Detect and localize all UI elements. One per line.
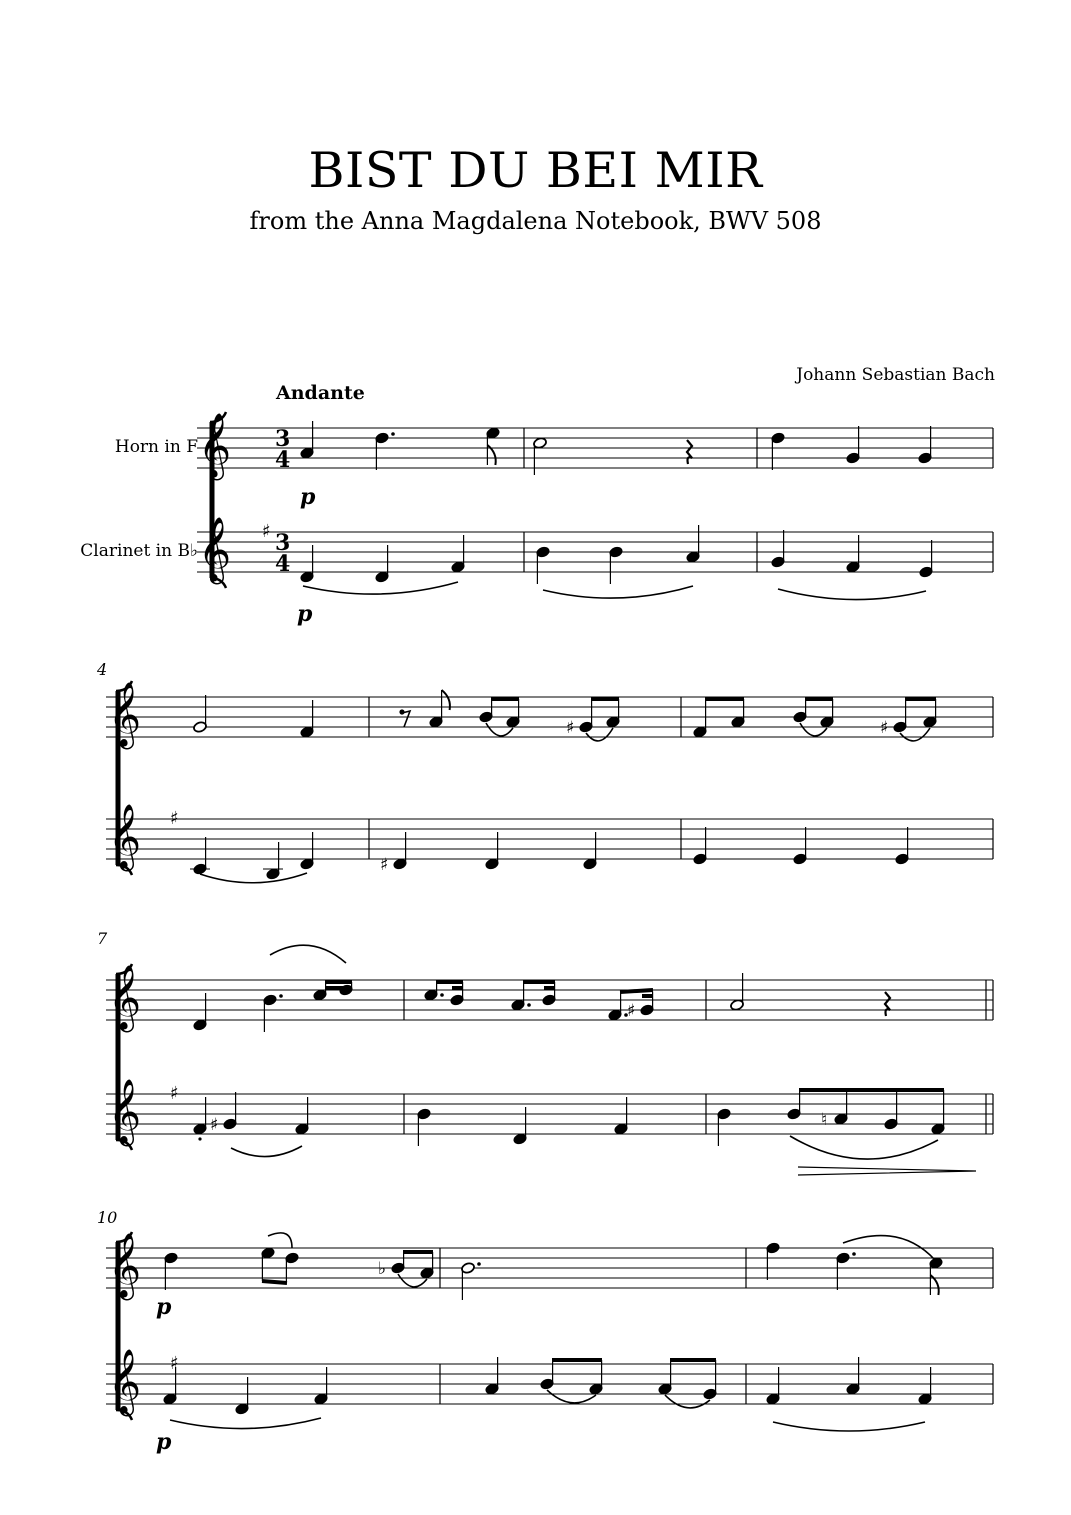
instrument-label-horn: Horn in F (114, 437, 198, 457)
accidental: ♯ (880, 718, 889, 738)
eighth-rest-icon (402, 711, 410, 727)
augmentation-dot (440, 993, 444, 997)
augmentation-dot (852, 1252, 856, 1256)
note-beam (620, 990, 653, 992)
treble-clef-icon: 𝄞 (108, 1349, 142, 1414)
dynamic-piano: p (297, 601, 313, 627)
treble-clef-icon: 𝄞 (108, 965, 142, 1030)
quarter-rest-icon (885, 992, 890, 1016)
accidental: ♯ (627, 1001, 636, 1021)
accidental: ♯ (210, 1115, 219, 1135)
quarter-rest-icon (687, 440, 692, 464)
augmentation-dot (477, 1262, 481, 1266)
measure-number-10: 10 (97, 1208, 118, 1227)
time-signature-numerator: 3 (275, 426, 291, 452)
composer-name: Johann Sebastian Bach (796, 365, 995, 385)
slur (773, 1422, 925, 1431)
slur (170, 1418, 321, 1429)
tempo-marking: Andante (276, 382, 365, 404)
slur (270, 945, 346, 963)
slur (303, 582, 458, 594)
slur (231, 1146, 302, 1157)
slur (543, 586, 693, 598)
score-title: BIST DU BEI MIR (308, 142, 763, 199)
dynamic-piano: p (156, 1294, 172, 1320)
time-signature-denominator: 4 (275, 551, 291, 577)
slur (200, 873, 307, 883)
time-signature-denominator: 4 (275, 447, 291, 473)
treble-clef-icon: 𝄞 (108, 1079, 142, 1144)
treble-clef-icon: 𝄞 (198, 517, 232, 582)
measure-number-7: 7 (97, 929, 108, 948)
slur (268, 1233, 292, 1248)
slur (665, 1395, 710, 1408)
augmentation-dot (279, 994, 283, 998)
key-signature-sharp: ♯ (262, 521, 271, 542)
treble-clef-icon: 𝄞 (108, 1233, 142, 1298)
treble-clef-icon: 𝄞 (108, 804, 142, 869)
treble-clef-icon: 𝄞 (198, 413, 232, 478)
score-subtitle: from the Anna Magdalena Notebook, BWV 508 (249, 207, 822, 235)
key-signature-sharp: ♯ (170, 1083, 179, 1104)
measure-number-4: 4 (97, 660, 108, 679)
dynamic-piano: p (300, 484, 316, 510)
treble-clef-icon: 𝄞 (108, 682, 142, 747)
diminuendo-hairpin (798, 1167, 976, 1175)
slur (790, 1136, 938, 1159)
slur (778, 589, 926, 600)
slur (547, 1390, 596, 1403)
note-beam (262, 1281, 287, 1283)
key-signature-sharp: ♯ (170, 808, 179, 829)
staccato-dot (198, 1137, 201, 1140)
instrument-label-clarinet: Clarinet in B♭ (80, 541, 198, 561)
key-signature-sharp: ♯ (170, 1353, 179, 1374)
augmentation-dot (527, 1003, 531, 1007)
time-signature-numerator: 3 (275, 530, 291, 556)
accidental: ♯ (566, 718, 575, 738)
accidental: ♭ (378, 1259, 387, 1279)
augmentation-dot (391, 432, 395, 436)
accidental: ♮ (821, 1110, 828, 1130)
dynamic-piano: p (156, 1429, 172, 1455)
accidental: ♯ (380, 855, 389, 875)
